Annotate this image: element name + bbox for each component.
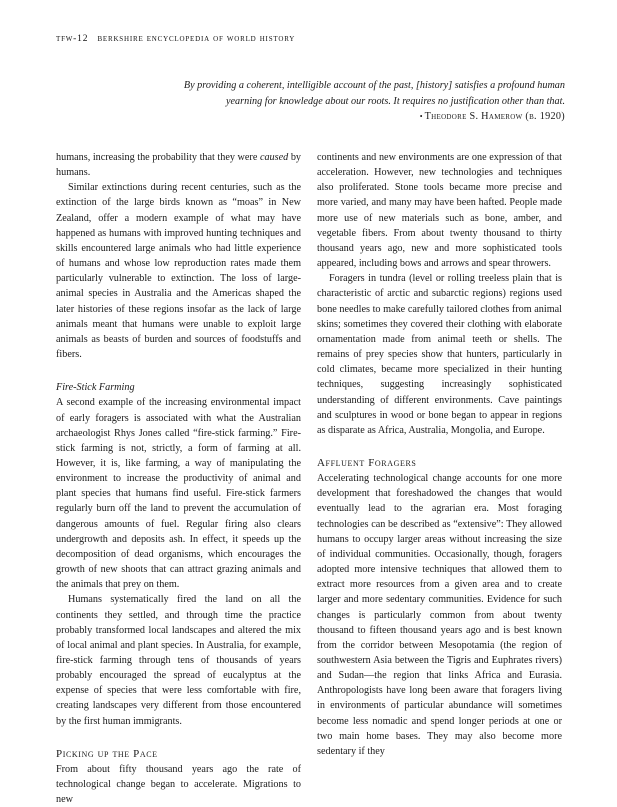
- paragraph: A second example of the increasing environmental impact of early foragers is associated with what the Australian archaeologist Rhys Jones called “fire-stick farming.” Fire-stick farming is not, strictly, a form of farming at all. However, it is, like farming, a way of manipulating the environment to increase the productivity of animal and plant species that humans find useful. Fire-stick farmers regularly burn off the land to prevent the accumulation of dangerous amounts of fuel. Regular firing also clears undergrowth and deposits ash. In effect, it speeds up the decomposition of dead organisms, which encourages the growth of new shoots that can attract grazing animals and the animals that prey on them.: [56, 397, 301, 591]
- paragraph: Accelerating technological change accounts for one more development that foreshadowed the changes that would eventually lead to the agrarian era. Most foraging technologies can be described as “extensive”: They allowed humans to occupy larger areas without increasing the size of individual communities. Occasionally, though, foragers adopted more intensive techniques that allowed them to extract more resources from a given area and to create larger and more sedentary communities. Evidence for such changes is particularly common from about twenty thousand to fifteen thousand years ago and is best known from the corridor between Mesopotamia (the region of southwestern Asia between the Tigris and Euphrates rivers) and Sudan—the region that links Africa and Eurasia. Anthropologists have long been aware that foragers living in environments of particular abundance will sometimes become less nomadic and spend longer periods at one or two main home bases. They may also become more sedentary if they: [317, 473, 562, 757]
- section-heading-affluent-foragers: Affluent Foragers: [317, 456, 417, 469]
- section-heading-picking-up-the-pace: Picking up the Pace: [56, 747, 158, 760]
- left-column: [56, 150, 301, 807]
- paragraph: humans, increasing the probability that they were caused by humans.: [56, 152, 302, 179]
- running-head: [56, 34, 295, 44]
- bullet-icon: •: [419, 112, 423, 122]
- paragraph: Humans systematically fired the land on all the continents they settled, and through time the practice probably transformed local landscapes and altered the mix of local animal and plant species. In Australia, for example, fire-stick farming through tens of thousands of years probably encouraged the spread of eucalyptus at the expense of species that were less comfortable with fire, creating landscapes very different from those encountered by the first human immigrants.: [56, 594, 301, 727]
- paragraph: From about fifty thousand years ago the rate of technological change began to accelerate. Migrations to new: [56, 763, 301, 806]
- running-title: berkshire encyclopedia of world history: [97, 34, 296, 44]
- epigraph-quote: By providing a coherent, intelligible account of the past, [history] satisfies a profound human yearning for knowledge about our roots. It requires no justification other than that.: [183, 80, 565, 107]
- epigraph: [175, 78, 565, 125]
- right-column: [317, 150, 562, 759]
- epigraph-attribution: Theodore S. Hamerow (b. 1920): [424, 111, 565, 123]
- paragraph: continents and new environments are one expression of that acceleration. However, new technologies and techniques also proliferated. Stone tools became more precise and more varied, and many may have been hafted. People made more use of new materials such as bone, amber, and vegetable fibers. From about twenty thousand to thirty thousand years ago, new and more sophisticated tools appeared, including bows and arrows and spear throwers.: [317, 152, 562, 270]
- page-folio: tfw-12: [56, 34, 89, 44]
- emphasis: caused: [259, 152, 289, 163]
- paragraph: Foragers in tundra (level or rolling treeless plain that is characteristic of arctic and subarctic regions) regions used bone needles to make carefully tailored clothes from animal skins; sometimes they covered their clothing with elaborate ornamentation made from animal teeth or shells. The remains of prey species show that hunters, particularly in cold climates, became more specialized in their hunting techniques, suggesting increasingly sophisticated understanding of different environments. Cave paintings and sculptures in wood or bone began to appear in regions as disparate as Africa, Australia, Mongolia, and Europe.: [317, 273, 562, 436]
- subheading-fire-stick-farming: Fire-Stick Farming: [56, 382, 135, 394]
- paragraph: Similar extinctions during recent centuries, such as the extinction of the large birds known as “moas” in New Zealand, offer a modern example of what may have happened as humans with improved hunting techniques and skills encountered large animals who had little experience of humans and whose low reproduction rates made them particularly vulnerable to extinction. The loss of large-animal species in Australia and the Americas shaped the later histories of these regions insofar as the lack of large animals meant that humans were unable to exploit large animals as beasts of burden and sources of foodstuffs and fibers.: [56, 182, 301, 361]
